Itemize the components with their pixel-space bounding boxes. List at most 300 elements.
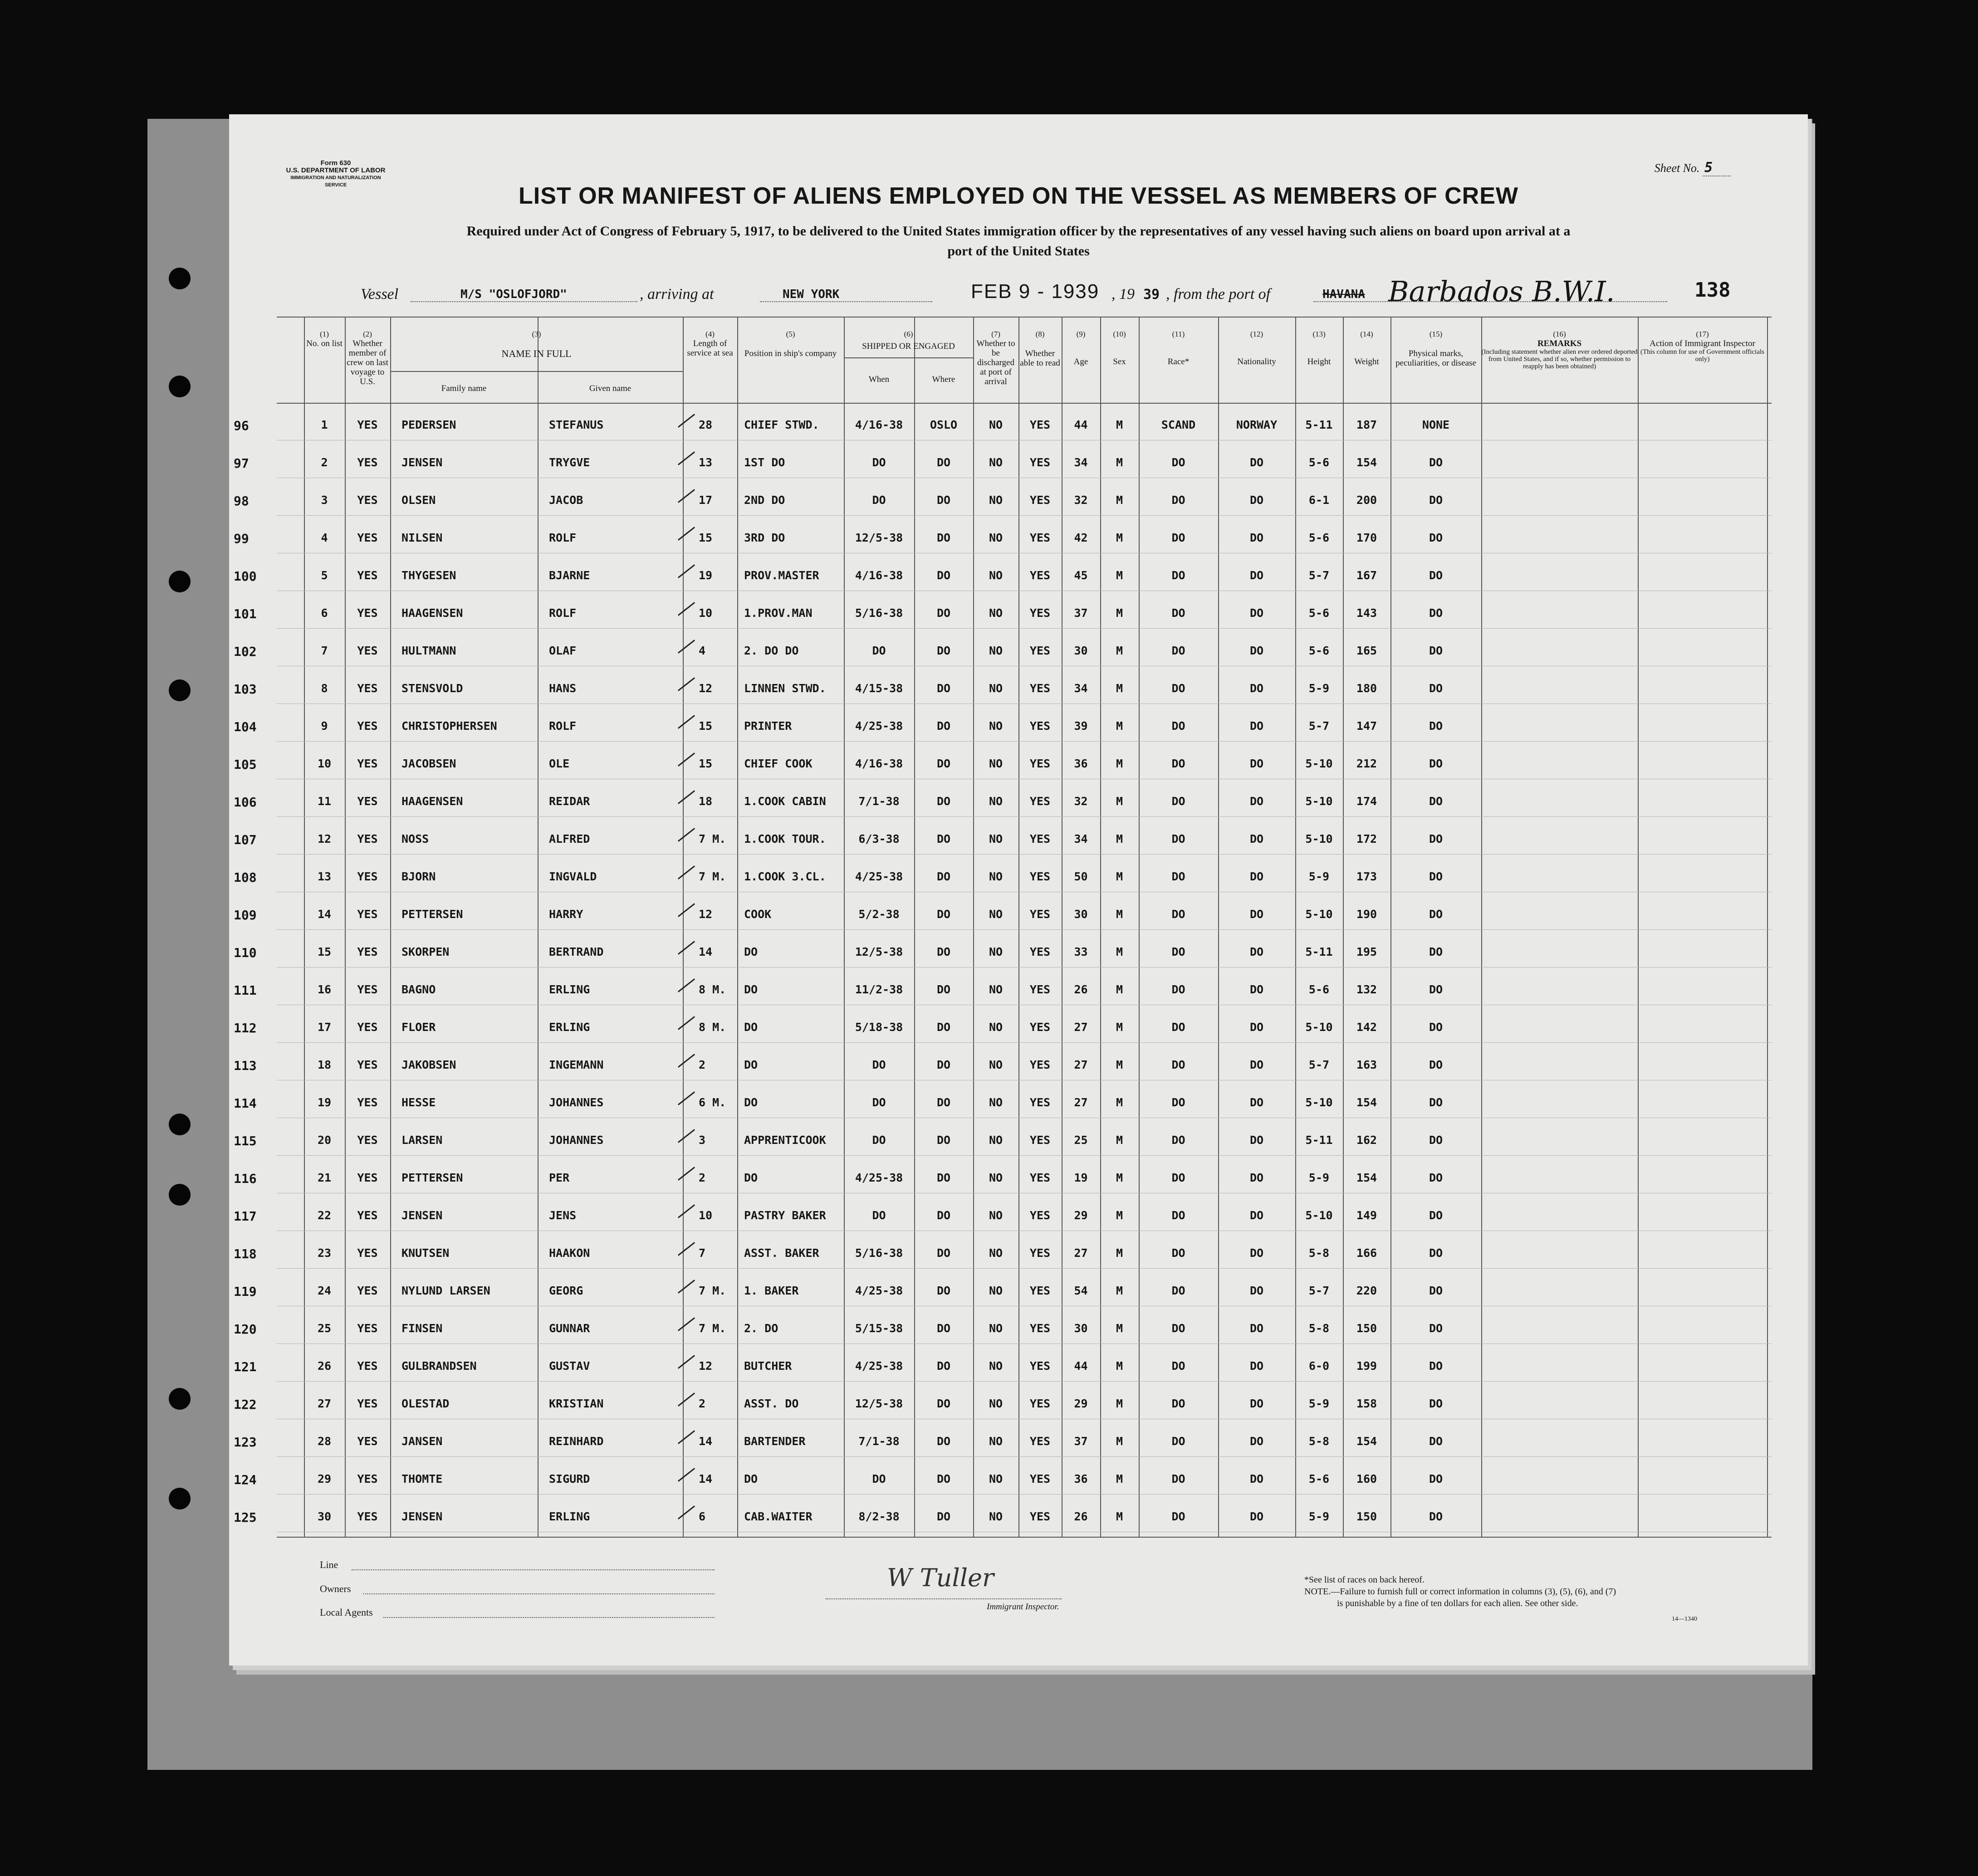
- physical-marks-cell: DO: [1429, 606, 1443, 620]
- able-to-read-cell: YES: [1029, 1096, 1051, 1109]
- row-number-cell: 17: [317, 1021, 332, 1034]
- sex-cell: M: [1116, 644, 1123, 657]
- shipped-when-cell: 5/16-38: [855, 1246, 903, 1260]
- department-name: U.S. DEPARTMENT OF LABOR: [286, 166, 386, 174]
- owners-label: Owners: [320, 1583, 351, 1594]
- manifest-line-number: 123: [234, 1435, 257, 1450]
- given-name-cell: STEFANUS: [549, 418, 604, 431]
- manifest-line-number: 103: [234, 682, 257, 697]
- shipped-when-cell: DO: [872, 493, 886, 507]
- shipped-where-cell: DO: [936, 945, 951, 958]
- sex-cell: M: [1116, 1435, 1123, 1448]
- race-cell: SCAND: [1161, 418, 1196, 431]
- table-row: [234, 1231, 1772, 1269]
- shipped-where-cell: DO: [936, 1397, 951, 1410]
- shipped-when-cell: 8/2-38: [858, 1510, 900, 1523]
- sex-cell: M: [1116, 908, 1123, 921]
- header-col-3: (3) NAME IN FULL: [501, 330, 572, 359]
- height-cell: 5-9: [1308, 1397, 1330, 1410]
- able-to-read-cell: YES: [1029, 1472, 1051, 1485]
- shipped-when-cell: 6/3-38: [858, 832, 900, 845]
- position-cell: 2. DO DO: [744, 644, 799, 657]
- position-cell: DO: [744, 1058, 758, 1071]
- physical-marks-cell: DO: [1429, 1171, 1443, 1184]
- shipped-where-cell: DO: [936, 1472, 951, 1485]
- race-cell: DO: [1171, 1284, 1185, 1297]
- discharged-cell: NO: [989, 1322, 1003, 1335]
- sex-cell: M: [1116, 1472, 1123, 1485]
- inspector-label: Immigrant Inspector.: [987, 1602, 1059, 1612]
- given-name-cell: BJARNE: [549, 569, 590, 582]
- able-to-read-cell: YES: [1029, 983, 1051, 996]
- race-cell: DO: [1171, 945, 1185, 958]
- penalty-note-continued: is punishable by a fine of ten dollars for each alien. See other side.: [1337, 1598, 1578, 1608]
- physical-marks-cell: DO: [1429, 644, 1443, 657]
- able-to-read-cell: YES: [1029, 1058, 1051, 1071]
- nationality-cell: DO: [1249, 1284, 1264, 1297]
- age-cell: 44: [1074, 418, 1088, 431]
- nationality-cell: DO: [1249, 531, 1264, 544]
- sheet-number-label: Sheet No.: [1654, 161, 1700, 175]
- weight-cell: 154: [1356, 1435, 1377, 1448]
- subtitle-line-2: port of the United States: [947, 244, 1090, 259]
- crew-last-voyage-cell: YES: [357, 1058, 378, 1071]
- shipped-when-cell: 12/5-38: [855, 531, 903, 544]
- weight-cell: 160: [1356, 1472, 1377, 1485]
- discharged-cell: NO: [989, 1171, 1003, 1184]
- crew-last-voyage-cell: YES: [357, 418, 378, 431]
- height-cell: 5-9: [1308, 682, 1330, 695]
- crew-last-voyage-cell: YES: [357, 832, 378, 845]
- shipped-where-cell: DO: [936, 1284, 951, 1297]
- service-length-cell: 18: [699, 795, 713, 808]
- shipped-where-cell: DO: [936, 1209, 951, 1222]
- given-name-cell: ROLF: [549, 531, 577, 544]
- row-number-cell: 19: [317, 1096, 332, 1109]
- shipped-where-cell: DO: [936, 493, 951, 507]
- service-length-cell: 28: [699, 418, 713, 431]
- height-cell: 5-6: [1308, 983, 1330, 996]
- service-length-cell: 7 M.: [699, 1284, 726, 1297]
- service-length-cell: 2: [699, 1171, 706, 1184]
- shipped-when-cell: DO: [872, 1133, 886, 1147]
- family-name-cell: LARSEN: [401, 1133, 443, 1147]
- given-name-cell: ERLING: [549, 1510, 590, 1523]
- table-row: [234, 1156, 1772, 1193]
- height-cell: 5-10: [1305, 1021, 1333, 1034]
- shipped-when-cell: 5/18-38: [855, 1021, 903, 1034]
- nationality-cell: DO: [1249, 983, 1264, 996]
- nationality-cell: DO: [1249, 795, 1264, 808]
- sex-cell: M: [1116, 757, 1123, 770]
- height-cell: 5-6: [1308, 606, 1330, 620]
- physical-marks-cell: DO: [1429, 832, 1443, 845]
- crew-last-voyage-cell: YES: [357, 795, 378, 808]
- table-row: [234, 1457, 1772, 1495]
- header-col-1: (1) No. on list: [306, 330, 343, 348]
- discharged-cell: NO: [989, 1058, 1003, 1071]
- family-name-cell: BJORN: [401, 870, 436, 883]
- race-cell: DO: [1171, 493, 1185, 507]
- header-col-9: (9) Age: [1073, 330, 1088, 366]
- able-to-read-cell: YES: [1029, 757, 1051, 770]
- height-cell: 5-11: [1305, 1133, 1333, 1147]
- physical-marks-cell: DO: [1429, 1359, 1443, 1373]
- physical-marks-cell: DO: [1429, 531, 1443, 544]
- given-name-cell: BERTRAND: [549, 945, 604, 958]
- service-length-cell: 12: [699, 682, 713, 695]
- age-cell: 27: [1074, 1096, 1088, 1109]
- age-cell: 54: [1074, 1284, 1088, 1297]
- page-number-stamp: 138: [1694, 278, 1731, 302]
- header-col-4: (4) Length of service at sea: [687, 330, 733, 358]
- nationality-cell: DO: [1249, 1133, 1264, 1147]
- given-name-cell: REIDAR: [549, 795, 590, 808]
- row-number-cell: 12: [317, 832, 332, 845]
- crew-table: [234, 317, 1772, 1537]
- arrival-date-stamp: FEB 9 - 1939: [971, 280, 1100, 303]
- service-length-cell: 4: [699, 644, 706, 657]
- header-col-8: (8) Whether able to read: [1020, 330, 1060, 368]
- crew-last-voyage-cell: YES: [357, 493, 378, 507]
- service-length-cell: 19: [699, 569, 713, 582]
- position-cell: PROV.MASTER: [744, 569, 819, 582]
- race-cell: DO: [1171, 719, 1185, 733]
- weight-cell: 154: [1356, 1171, 1377, 1184]
- manifest-sheet: [229, 114, 1808, 1666]
- crew-last-voyage-cell: YES: [357, 1284, 378, 1297]
- height-cell: 5-10: [1305, 832, 1333, 845]
- service-length-cell: 14: [699, 1435, 713, 1448]
- position-cell: CHIEF STWD.: [744, 418, 819, 431]
- physical-marks-cell: DO: [1429, 795, 1443, 808]
- crew-last-voyage-cell: YES: [357, 1472, 378, 1485]
- binder-hole-3: [169, 571, 191, 592]
- shipped-where-cell: DO: [936, 1435, 951, 1448]
- shipped-when-cell: 5/15-38: [855, 1322, 903, 1335]
- crew-last-voyage-cell: YES: [357, 1171, 378, 1184]
- height-cell: 5-6: [1308, 456, 1330, 469]
- binder-hole-2: [169, 376, 191, 397]
- row-number-cell: 25: [317, 1322, 332, 1335]
- manifest-line-number: 125: [234, 1510, 257, 1525]
- name-subheader-rule: [390, 371, 683, 372]
- sex-cell: M: [1116, 418, 1123, 431]
- row-number-cell: 14: [317, 908, 332, 921]
- physical-marks-cell: DO: [1429, 1096, 1443, 1109]
- subtitle-line-1: Required under Act of Congress of February 5, 1917, to be delivered to the United States immigration officer by the representatives of any vessel having such aliens on board upon arrival at a: [466, 224, 1571, 239]
- discharged-cell: NO: [989, 1284, 1003, 1297]
- height-cell: 5-7: [1308, 569, 1330, 582]
- header-col-15: (15) Physical marks, peculiarities, or disease: [1395, 330, 1476, 368]
- crew-last-voyage-cell: YES: [357, 1096, 378, 1109]
- line-label: Line: [320, 1559, 338, 1570]
- race-cell: DO: [1171, 1209, 1185, 1222]
- crew-last-voyage-cell: YES: [357, 719, 378, 733]
- table-row: [234, 779, 1772, 817]
- physical-marks-cell: DO: [1429, 945, 1443, 958]
- shipped-where-cell: DO: [936, 531, 951, 544]
- shipped-where-cell: DO: [936, 644, 951, 657]
- header-col-2: (2) Whether member of crew on last voyage to U.S.: [347, 330, 388, 386]
- table-row: [234, 704, 1772, 742]
- discharged-cell: NO: [989, 1096, 1003, 1109]
- shipped-when-cell: 4/25-38: [855, 1284, 903, 1297]
- discharged-cell: NO: [989, 1246, 1003, 1260]
- discharged-cell: NO: [989, 795, 1003, 808]
- from-port-struck: HAVANA: [1322, 288, 1365, 301]
- table-row: [234, 591, 1772, 629]
- nationality-cell: DO: [1249, 870, 1264, 883]
- height-cell: 6-1: [1308, 493, 1330, 507]
- age-cell: 34: [1074, 456, 1088, 469]
- shipped-when-cell: 7/1-38: [858, 795, 900, 808]
- able-to-read-cell: YES: [1029, 1510, 1051, 1523]
- header-col-14: (14) Weight: [1354, 330, 1379, 366]
- discharged-cell: NO: [989, 644, 1003, 657]
- manifest-line-number: 108: [234, 870, 257, 885]
- able-to-read-cell: YES: [1029, 795, 1051, 808]
- physical-marks-cell: DO: [1429, 908, 1443, 921]
- family-name-cell: HAAGENSEN: [401, 795, 463, 808]
- weight-cell: 166: [1356, 1246, 1377, 1260]
- position-cell: DO: [744, 1472, 758, 1485]
- binder-hole-6: [169, 1184, 191, 1206]
- discharged-cell: NO: [989, 682, 1003, 695]
- table-row: [234, 1080, 1772, 1118]
- manifest-title: LIST OR MANIFEST OF ALIENS EMPLOYED ON THE VESSEL AS MEMBERS OF CREW: [519, 183, 1518, 209]
- race-cell: DO: [1171, 1171, 1185, 1184]
- height-cell: 5-7: [1308, 719, 1330, 733]
- shipped-where-cell: DO: [936, 456, 951, 469]
- crew-last-voyage-cell: YES: [357, 606, 378, 620]
- nationality-cell: DO: [1249, 1058, 1264, 1071]
- given-name-cell: SIGURD: [549, 1472, 590, 1485]
- binder-hole-4: [169, 679, 191, 701]
- physical-marks-cell: DO: [1429, 1021, 1443, 1034]
- sex-cell: M: [1116, 983, 1123, 996]
- row-number-cell: 4: [321, 531, 328, 544]
- family-name-cell: CHRISTOPHERSEN: [401, 719, 497, 733]
- sex-cell: M: [1116, 1058, 1123, 1071]
- service-length-cell: 8 M.: [699, 1021, 726, 1034]
- physical-marks-cell: DO: [1429, 1209, 1443, 1222]
- nationality-cell: DO: [1249, 1359, 1264, 1373]
- vessel-label: Vessel: [361, 286, 399, 303]
- age-cell: 39: [1074, 719, 1088, 733]
- age-cell: 30: [1074, 644, 1088, 657]
- shipped-where-cell: DO: [936, 1021, 951, 1034]
- shipped-when-cell: DO: [872, 1209, 886, 1222]
- header-family-name: Family name: [441, 384, 487, 393]
- shipped-where-cell: OSLO: [930, 418, 958, 431]
- race-cell: DO: [1171, 456, 1185, 469]
- weight-cell: 199: [1356, 1359, 1377, 1373]
- shipped-where-cell: DO: [936, 832, 951, 845]
- discharged-cell: NO: [989, 719, 1003, 733]
- race-cell: DO: [1171, 1096, 1185, 1109]
- height-cell: 5-6: [1308, 1472, 1330, 1485]
- given-name-cell: REINHARD: [549, 1435, 604, 1448]
- shipped-where-cell: DO: [936, 1133, 951, 1147]
- able-to-read-cell: YES: [1029, 493, 1051, 507]
- weight-cell: 220: [1356, 1284, 1377, 1297]
- race-cell: DO: [1171, 795, 1185, 808]
- from-port-label: , from the port of: [1166, 286, 1271, 303]
- discharged-cell: NO: [989, 1021, 1003, 1034]
- sex-cell: M: [1116, 569, 1123, 582]
- manifest-line-number: 105: [234, 757, 257, 772]
- height-cell: 6-0: [1308, 1359, 1330, 1373]
- crew-last-voyage-cell: YES: [357, 757, 378, 770]
- sex-cell: M: [1116, 1246, 1123, 1260]
- row-number-cell: 16: [317, 983, 332, 996]
- service-length-cell: 14: [699, 945, 713, 958]
- service-length-cell: 10: [699, 606, 713, 620]
- crew-last-voyage-cell: YES: [357, 908, 378, 921]
- position-cell: 1.COOK CABIN: [744, 795, 826, 808]
- position-cell: DO: [744, 1096, 758, 1109]
- age-cell: 36: [1074, 1472, 1088, 1485]
- weight-cell: 180: [1356, 682, 1377, 695]
- nationality-cell: DO: [1249, 569, 1264, 582]
- weight-cell: 173: [1356, 870, 1377, 883]
- header-col-12: (12) Nationality: [1237, 330, 1276, 366]
- family-name-cell: PETTERSEN: [401, 908, 463, 921]
- given-name-cell: OLAF: [549, 644, 577, 657]
- physical-marks-cell: DO: [1429, 1058, 1443, 1071]
- position-cell: 1.COOK 3.CL.: [744, 870, 826, 883]
- table-row: [234, 892, 1772, 930]
- sex-cell: M: [1116, 870, 1123, 883]
- weight-cell: 163: [1356, 1058, 1377, 1071]
- race-cell: DO: [1171, 1021, 1185, 1034]
- weight-cell: 174: [1356, 795, 1377, 808]
- able-to-read-cell: YES: [1029, 456, 1051, 469]
- weight-cell: 154: [1356, 456, 1377, 469]
- service-length-cell: 10: [699, 1209, 713, 1222]
- position-cell: DO: [744, 983, 758, 996]
- sex-cell: M: [1116, 531, 1123, 544]
- table-row: [234, 1306, 1772, 1344]
- physical-marks-cell: DO: [1429, 719, 1443, 733]
- physical-marks-cell: DO: [1429, 569, 1443, 582]
- service-length-cell: 7: [699, 1246, 706, 1260]
- position-cell: DO: [744, 945, 758, 958]
- table-row: [234, 742, 1772, 779]
- header-shipped-when: When: [868, 375, 890, 384]
- family-name-cell: JAKOBSEN: [401, 1058, 456, 1071]
- weight-cell: 142: [1356, 1021, 1377, 1034]
- header-col-17: (17) Action of Immigrant Inspector (This column for use of Government officials only): [1640, 330, 1764, 363]
- row-number-cell: 5: [321, 569, 328, 582]
- shipped-when-cell: DO: [872, 644, 886, 657]
- vessel-name: M/S "OSLOFJORD": [460, 288, 567, 301]
- manifest-line-number: 96: [234, 418, 249, 433]
- row-number-cell: 23: [317, 1246, 332, 1260]
- position-cell: PASTRY BAKER: [744, 1209, 826, 1222]
- form-code: 14—1340: [1672, 1616, 1697, 1622]
- header-col-16: (16) REMARKS (Including statement whether alien ever ordered deported from United States, and if so, whether permission to reapply has been obtained): [1481, 330, 1638, 370]
- nationality-cell: DO: [1249, 832, 1264, 845]
- penalty-note: NOTE.—Failure to furnish full or correct information in columns (3), (5), (6), and (7): [1304, 1587, 1616, 1597]
- physical-marks-cell: DO: [1429, 1322, 1443, 1335]
- position-cell: 1. BAKER: [744, 1284, 799, 1297]
- age-cell: 29: [1074, 1209, 1088, 1222]
- discharged-cell: NO: [989, 1133, 1003, 1147]
- family-name-cell: JENSEN: [401, 1209, 443, 1222]
- table-row: [234, 855, 1772, 892]
- weight-cell: 158: [1356, 1397, 1377, 1410]
- weight-cell: 170: [1356, 531, 1377, 544]
- able-to-read-cell: YES: [1029, 945, 1051, 958]
- family-name-cell: HULTMANN: [401, 644, 456, 657]
- weight-cell: 172: [1356, 832, 1377, 845]
- manifest-line-number: 114: [234, 1096, 257, 1111]
- age-cell: 27: [1074, 1021, 1088, 1034]
- physical-marks-cell: DO: [1429, 456, 1443, 469]
- row-number-cell: 2: [321, 456, 328, 469]
- nationality-cell: DO: [1249, 1397, 1264, 1410]
- height-cell: 5-9: [1308, 1171, 1330, 1184]
- given-name-cell: PER: [549, 1171, 570, 1184]
- nationality-cell: DO: [1249, 908, 1264, 921]
- given-name-cell: OLE: [549, 757, 570, 770]
- table-row: [234, 1495, 1772, 1532]
- height-cell: 5-7: [1308, 1058, 1330, 1071]
- weight-cell: 200: [1356, 493, 1377, 507]
- height-cell: 5-11: [1305, 945, 1333, 958]
- position-cell: APPRENTICOOK: [744, 1133, 826, 1147]
- shipped-where-cell: DO: [936, 1096, 951, 1109]
- manifest-line-number: 122: [234, 1397, 257, 1412]
- shipped-when-cell: 4/16-38: [855, 757, 903, 770]
- able-to-read-cell: YES: [1029, 1359, 1051, 1373]
- manifest-line-number: 104: [234, 719, 257, 734]
- discharged-cell: NO: [989, 908, 1003, 921]
- race-cell: DO: [1171, 832, 1185, 845]
- position-cell: COOK: [744, 908, 772, 921]
- sex-cell: M: [1116, 493, 1123, 507]
- manifest-line-number: 124: [234, 1472, 257, 1487]
- family-name-cell: FLOER: [401, 1021, 436, 1034]
- shipped-when-cell: 4/16-38: [855, 569, 903, 582]
- family-name-cell: KNUTSEN: [401, 1246, 450, 1260]
- shipped-where-cell: DO: [936, 757, 951, 770]
- manifest-line-number: 113: [234, 1058, 257, 1073]
- sex-cell: M: [1116, 1171, 1123, 1184]
- row-number-cell: 30: [317, 1510, 332, 1523]
- discharged-cell: NO: [989, 945, 1003, 958]
- nationality-cell: DO: [1249, 606, 1264, 620]
- sex-cell: M: [1116, 1397, 1123, 1410]
- discharged-cell: NO: [989, 1435, 1003, 1448]
- service-length-cell: 6: [699, 1510, 706, 1523]
- shipped-where-cell: DO: [936, 682, 951, 695]
- given-name-cell: INGVALD: [549, 870, 597, 883]
- able-to-read-cell: YES: [1029, 832, 1051, 845]
- nationality-cell: DO: [1249, 1435, 1264, 1448]
- table-row: [234, 629, 1772, 666]
- sex-cell: M: [1116, 719, 1123, 733]
- able-to-read-cell: YES: [1029, 1435, 1051, 1448]
- height-cell: 5-8: [1308, 1322, 1330, 1335]
- agents-field-line: [383, 1617, 715, 1618]
- position-cell: 1.COOK TOUR.: [744, 832, 826, 845]
- shipped-where-cell: DO: [936, 983, 951, 996]
- race-cell: DO: [1171, 682, 1185, 695]
- given-name-cell: GUNNAR: [549, 1322, 590, 1335]
